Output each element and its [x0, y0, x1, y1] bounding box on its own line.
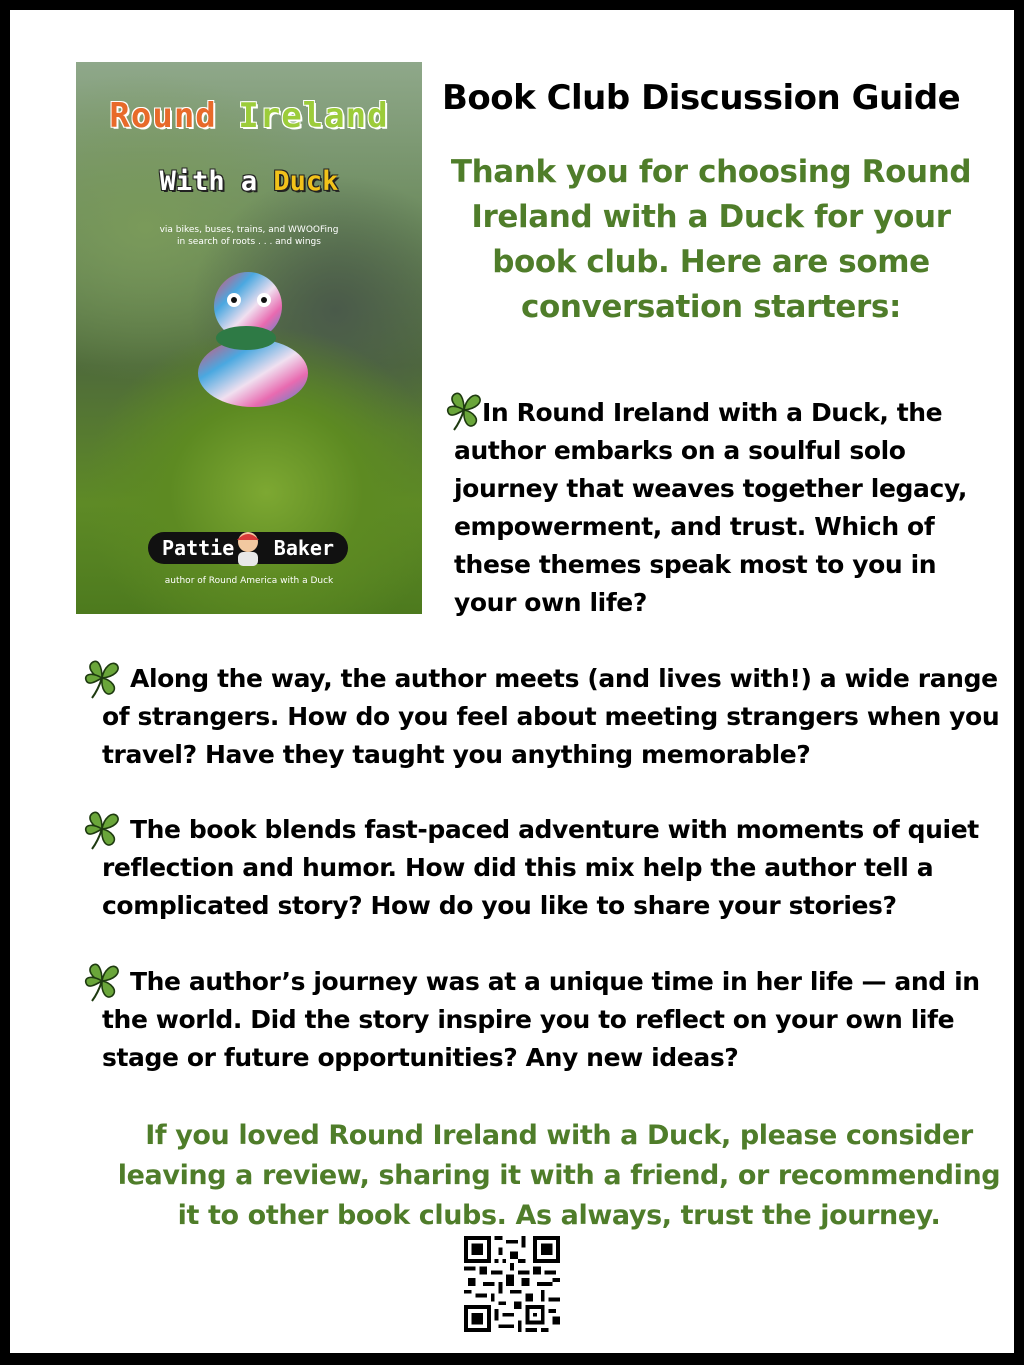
question-4-text: The author’s journey was at a unique time in her life — and in the world. Did the story inspire you to reflect on your own life stage or future opportunities? Any new ideas? — [102, 967, 980, 1072]
question-1-text: In Round Ireland with a Duck, the author embarks on a soulful solo journey that weaves together legacy, empowerment, and trust. Which of these themes speak most to you in your own life? — [454, 398, 967, 617]
question-4 — [102, 963, 1004, 1077]
book-cover — [76, 62, 422, 614]
cover-title-line2: With a Duck — [159, 166, 339, 197]
question-2 — [102, 660, 1004, 774]
cover-subtitle: via bikes, buses, trains, and WWOOFing in search of roots . . . and wings — [159, 225, 339, 247]
shamrock-icon — [440, 386, 488, 434]
shamrock-icon — [78, 654, 126, 702]
page-title: Book Club Discussion Guide — [442, 78, 961, 118]
shamrock-icon — [78, 805, 126, 853]
question-2-text: Along the way, the author meets (and lives with!) a wide range of strangers. How do you feel about meeting strangers when you travel? Have they taught you anything memorable? — [102, 664, 1000, 769]
author-name-badge: Pattie Baker — [148, 532, 348, 564]
question-3 — [102, 811, 1004, 925]
rubber-duck-image — [188, 258, 318, 408]
discussion-guide-page — [10, 10, 1014, 1353]
intro-text: Thank you for choosing Round Ireland with a Duck for your book club. Here are some conversation starters: — [450, 154, 972, 325]
shamrock-icon — [78, 957, 126, 1005]
cover-title-line1: Round Ireland — [109, 96, 389, 136]
qr-code[interactable] — [464, 1236, 560, 1332]
question-3-text: The book blends fast-paced adventure with moments of quiet reflection and humor. How did this mix help the author tell a complicated story? How do you like to share your stories? — [102, 815, 979, 920]
question-1 — [454, 394, 994, 622]
closing-text: If you loved Round Ireland with a Duck, please consider leaving a review, sharing it with a friend, or recommending it to other book clubs. As always, trust the journey. — [117, 1120, 1001, 1231]
cover-footer: author of Round America with a Duck — [164, 576, 334, 586]
author-avatar-icon — [232, 528, 264, 566]
